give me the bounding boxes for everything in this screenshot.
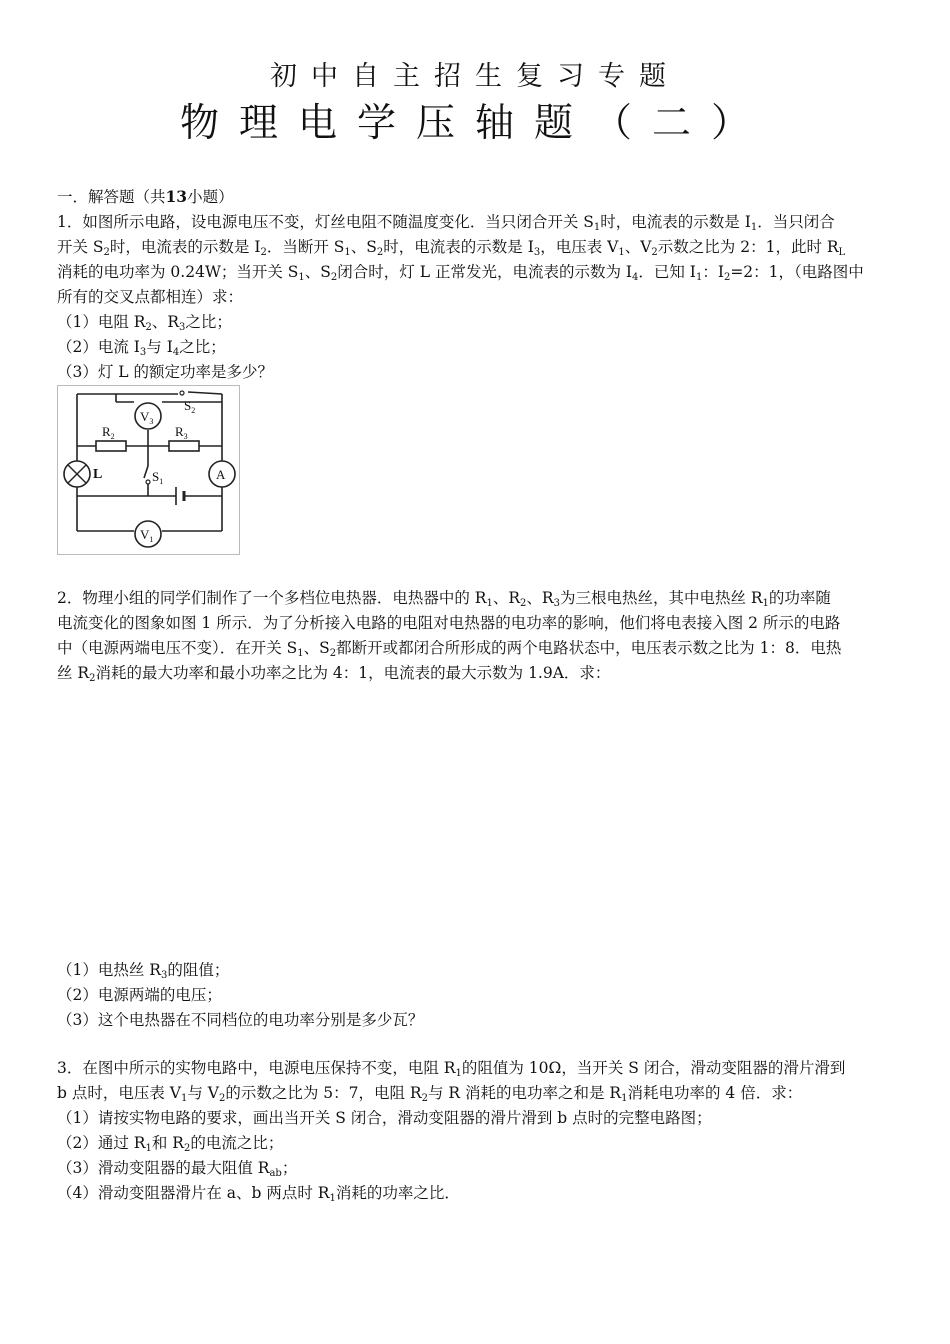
- q2-text: 丝 $R_2$消耗的最大功率和最小功率之比为 4：1，电流表的最大示数为 1.9A．求：: [57, 664, 611, 684]
- q1-text: 1．如图所示电路，设电源电压不变，灯丝电阻不随温度变化．当只闭合开关 $S_1$时，电流表的示数是 $I_1$．当只闭合: [57, 213, 835, 233]
- ammeter-label: A: [216, 467, 226, 482]
- q3-subquestion: （4）滑动变阻器滑片在 a、b 两点时 $R_1$消耗的功率之比．: [57, 1184, 460, 1204]
- s1-label: $S_1$: [152, 469, 164, 486]
- q2-text: 2．物理小组的同学们制作了一个多档位电热器．电热器中的 $R_1$、$R_2$、$R_3$为三根电热丝，其中电热丝 $R_1$的功率随: [57, 589, 831, 609]
- q1-text: 消耗的电功率为 0.24W；当开关 $S_1$、$S_2$闭合时，灯 L 正常发光，电流表的示数为 $I_4$．已知 $I_1$：$I_2=2$：1，（电路图中: [57, 263, 864, 283]
- question-1-block: [57, 184, 907, 385]
- s2-label: $S_2$: [184, 398, 196, 415]
- q3-subquestion: （3）滑动变阻器的最大阻值 $R_{ab}$；: [57, 1159, 298, 1179]
- q2-text: 中（电源两端电压不变）．在开关 $S_1$、$S_2$都断开或都闭合所形成的两个电路状态中，电压表示数之比为 1：8．电热: [57, 639, 842, 659]
- q1-subquestion: （2）电流 $I_3$与 $I_4$之比；: [57, 338, 226, 358]
- title-subtitle: 初中自主招生复习专题: [270, 61, 680, 92]
- r2-label: $R_2$: [102, 424, 115, 441]
- q2-subquestion: （3）这个电热器在不同档位的电功率分别是多少瓦？: [57, 1011, 424, 1029]
- q1-text: 所有的交叉点都相连）求：: [57, 288, 244, 306]
- q1-subquestion: （3）灯 L 的额定功率是多少？: [57, 363, 274, 381]
- q3-text: b 点时，电压表 $V_1$与 $V_2$的示数之比为 5：7，电阻 $R_2$与 R 消耗的电功率之和是 $R_1$消耗电功率的 4 倍．求：: [57, 1084, 803, 1104]
- q2-subquestion: （1）电热丝 $R_3$的阻值；: [57, 961, 230, 981]
- question-3-block: [57, 1056, 907, 1206]
- v1-label: $V_1$: [140, 527, 154, 544]
- q1-text: 开关 $S_2$时，电流表的示数是 $I_2$．当断开 $S_1$、$S_2$时，电流表的示数是 $I_3$，电压表 $V_1$、$V_2$示数之比为 2：1，此时 $R_L$: [57, 238, 846, 258]
- switch-s1-icon: [146, 480, 150, 484]
- q3-text: 3．在图中所示的实物电路中，电源电压保持不变，电阻 $R_1$的阻值为 10Ω，当开关 S 闭合，滑动变阻器的滑片滑到: [57, 1059, 846, 1079]
- question-2-subquestions: [57, 958, 907, 1033]
- r3-label: $R_3$: [175, 424, 188, 441]
- switch-s2-icon: [180, 391, 184, 395]
- question-2-block: [57, 586, 907, 686]
- circuit-diagram: [57, 385, 240, 555]
- section-heading: 一．解答题（共13小题）: [57, 187, 234, 206]
- lamp-label: L: [93, 467, 103, 482]
- q2-subquestion: （2）电源两端的电压；: [57, 986, 222, 1004]
- q1-subquestion: （1）电阻 $R_2$、$R_3$之比；: [57, 313, 232, 333]
- q3-subquestion: （1）请按实物电路的要求，画出当开关 S 闭合，滑动变阻器的滑片滑到 b 点时的完整电路图；: [57, 1109, 712, 1127]
- v3-label: $V_3$: [140, 409, 154, 426]
- q2-text: 电流变化的图象如图 1 所示．为了分析接入电路的电阻对电热器的电功率的影响，他们将电表接入图 2 所示的电路: [57, 614, 841, 632]
- circuit-svg: [58, 386, 239, 554]
- q3-subquestion: （2）通过 $R_1$和 $R_2$的电流之比；: [57, 1134, 284, 1154]
- page-title: 物理电学压轴题（二）: [179, 101, 770, 146]
